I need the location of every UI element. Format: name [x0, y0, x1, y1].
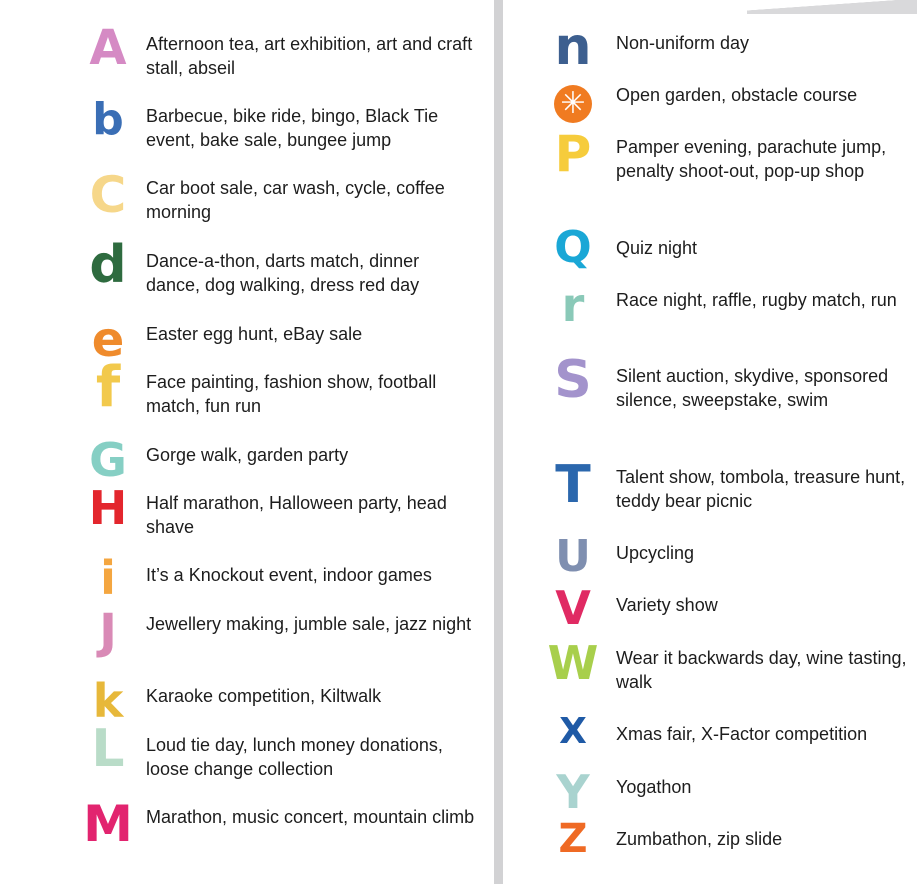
decorative-letter-d: d	[89, 235, 127, 295]
decorative-letter-x: X	[559, 711, 587, 752]
fundraising-ideas-text: Open garden, obstacle course	[616, 85, 858, 105]
decorative-letter-r: r	[561, 278, 585, 332]
fundraising-ideas-text: Loud tie day, lunch money donations, loose change collection	[146, 735, 443, 779]
decorative-letter-l: L	[91, 719, 125, 779]
fundraising-ideas-text: Gorge walk, garden party	[146, 445, 349, 465]
fundraising-ideas-text: Race night, raffle, rugby match, run	[616, 290, 897, 310]
fundraising-ideas-text: Face painting, fashion show, football match, fun run	[146, 372, 437, 416]
fundraising-ideas-text: Half marathon, Halloween party, head shave	[146, 493, 447, 537]
decorative-letter-t: T	[555, 455, 591, 515]
fundraising-ideas-text: Easter egg hunt, eBay sale	[146, 324, 363, 344]
decorative-letter-z: Z	[558, 816, 588, 862]
orange-circle-icon: ✳	[541, 85, 605, 130]
decorative-letter-y: Y	[556, 765, 590, 819]
decorative-letter-n: n	[554, 17, 592, 77]
fundraising-ideas-text: Dance-a-thon, darts match, dinner dance, dog walking, dress red day	[146, 251, 420, 295]
fundraising-ideas-text: Variety show	[616, 595, 718, 615]
decorative-letter-b: b	[92, 94, 124, 145]
fundraising-ideas-text: Marathon, music concert, mountain climb	[146, 807, 475, 827]
fundraising-ideas-text: Karaoke competition, Kiltwalk	[146, 686, 382, 706]
decorative-letter-k: k	[92, 674, 124, 728]
fundraising-ideas-text: Afternoon tea, art exhibition, art and craft stall, abseil	[146, 34, 473, 78]
decorative-letter-a: A	[89, 20, 127, 76]
decorative-letter-e: e	[91, 312, 125, 368]
decorative-letter-m: M	[83, 795, 133, 853]
fundraising-ideas-text: Xmas fair, X-Factor competition	[616, 724, 868, 744]
decorative-letter-c: C	[89, 166, 127, 224]
decorative-letter-v: V	[555, 581, 591, 635]
fundraising-ideas-text: Yogathon	[616, 777, 692, 797]
fundraising-ideas-text: It’s a Knockout event, indoor games	[146, 565, 432, 585]
decorative-letter-g: G	[89, 433, 127, 487]
decorative-letter-j: J	[99, 604, 117, 660]
page-corner-shadow	[747, 0, 917, 14]
decorative-letter-p: P	[554, 125, 592, 183]
fundraising-ideas-text: Non-uniform day	[616, 33, 750, 53]
fundraising-ideas-text: Wear it backwards day, wine tasting, walk	[616, 648, 907, 692]
fundraising-ideas-text: Barbecue, bike ride, bingo, Black Tie event, bake sale, bungee jump	[146, 106, 439, 150]
fundraising-ideas-text: Quiz night	[616, 238, 698, 258]
fundraising-ideas-text: Pamper evening, parachute jump, penalty shoot-out, pop-up shop	[616, 137, 887, 181]
fundraising-ideas-text: Talent show, tombola, treasure hunt, teddy bear picnic	[616, 467, 906, 511]
fundraising-ideas-text: Silent auction, skydive, sponsored silence, sweepstake, swim	[616, 366, 889, 410]
decorative-letter-h: H	[88, 481, 128, 535]
column-divider	[494, 0, 503, 884]
decorative-letter-q: Q	[554, 222, 592, 273]
fundraising-ideas-text: Upcycling	[616, 543, 695, 563]
decorative-letter-i: i	[100, 551, 116, 605]
decorative-letter-w: W	[547, 636, 599, 690]
decorative-letter-s: S	[554, 350, 592, 410]
fundraising-ideas-text: Car boot sale, car wash, cycle, coffee morning	[146, 178, 445, 222]
fundraising-ideas-text: Jewellery making, jumble sale, jazz night	[146, 614, 472, 634]
fundraising-ideas-text: Zumbathon, zip slide	[616, 829, 783, 849]
decorative-letter-u: U	[555, 531, 591, 582]
decorative-letter-f: f	[95, 355, 121, 420]
